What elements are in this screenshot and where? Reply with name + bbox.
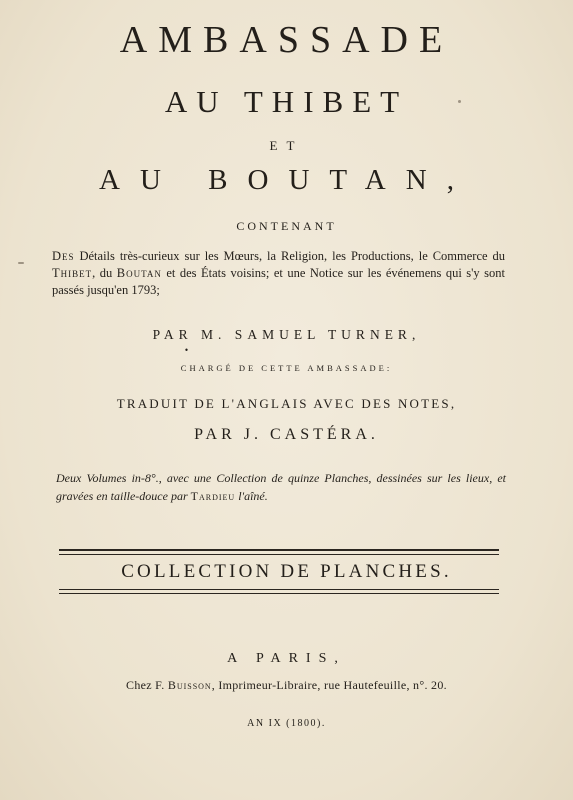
rule-top-thin bbox=[59, 554, 499, 555]
description-prefix: Des bbox=[52, 249, 75, 263]
ornament-bullet: • bbox=[184, 346, 189, 355]
rule-bottom-thin-2 bbox=[59, 593, 499, 594]
paper-speck bbox=[458, 100, 461, 103]
publisher-prefix: Chez F. bbox=[126, 678, 168, 692]
rule-top-thick bbox=[59, 549, 499, 551]
description-part1: Détails très-curieux sur les Mœurs, la Religion, les Productions, le Commerce du bbox=[74, 249, 505, 263]
translator-line: PAR J. CASTÉRA. bbox=[194, 426, 379, 443]
author-role: CHARGÉ DE CETTE AMBASSADE: bbox=[180, 363, 393, 373]
title-line-ambassade: AMBASSADE bbox=[119, 19, 454, 61]
rule-bottom-thin bbox=[59, 589, 499, 590]
title-line-et: ET bbox=[269, 138, 304, 153]
title-line-contenant: CONTENANT bbox=[236, 219, 337, 233]
publisher-name: Buisson bbox=[167, 678, 212, 692]
imprint-year: AN IX (1800). bbox=[247, 718, 326, 729]
translation-line: TRADUIT DE L'ANGLAIS AVEC DES NOTES, bbox=[116, 396, 457, 411]
publisher-rest: , Imprimeur-Libraire, rue Hautefeuille, n°. 20. bbox=[211, 678, 447, 692]
engraver-tardieu: Tardieu bbox=[190, 489, 236, 503]
volumes-note-part2: l'aîné. bbox=[235, 489, 268, 503]
description-part3: et des États voisins; et une Notice sur les événemens qui s'y sont passés jusqu'en 1793; bbox=[52, 266, 505, 297]
volumes-note-part1: Deux Volumes in-8°., avec une Collection de quinze Planches, dessinées sur les lieux, et gravées en taille-douce par bbox=[56, 471, 506, 503]
title-line-au-thibet: AU THIBET bbox=[164, 84, 409, 119]
volumes-note bbox=[56, 469, 506, 505]
description-part2: , du bbox=[92, 266, 117, 280]
imprint-city: A PARIS, bbox=[227, 651, 346, 666]
imprint-publisher bbox=[0, 678, 573, 693]
title-line-au-boutan: AU BOUTAN, bbox=[99, 164, 474, 196]
paper-mark-left bbox=[18, 262, 24, 264]
description-paragraph bbox=[52, 248, 505, 299]
author-byline: PAR M. SAMUEL TURNER, bbox=[152, 327, 421, 342]
place-boutan: Boutan bbox=[116, 266, 162, 280]
collection-heading: COLLECTION DE PLANCHES. bbox=[121, 561, 452, 582]
place-thibet: Thibet bbox=[52, 266, 93, 280]
